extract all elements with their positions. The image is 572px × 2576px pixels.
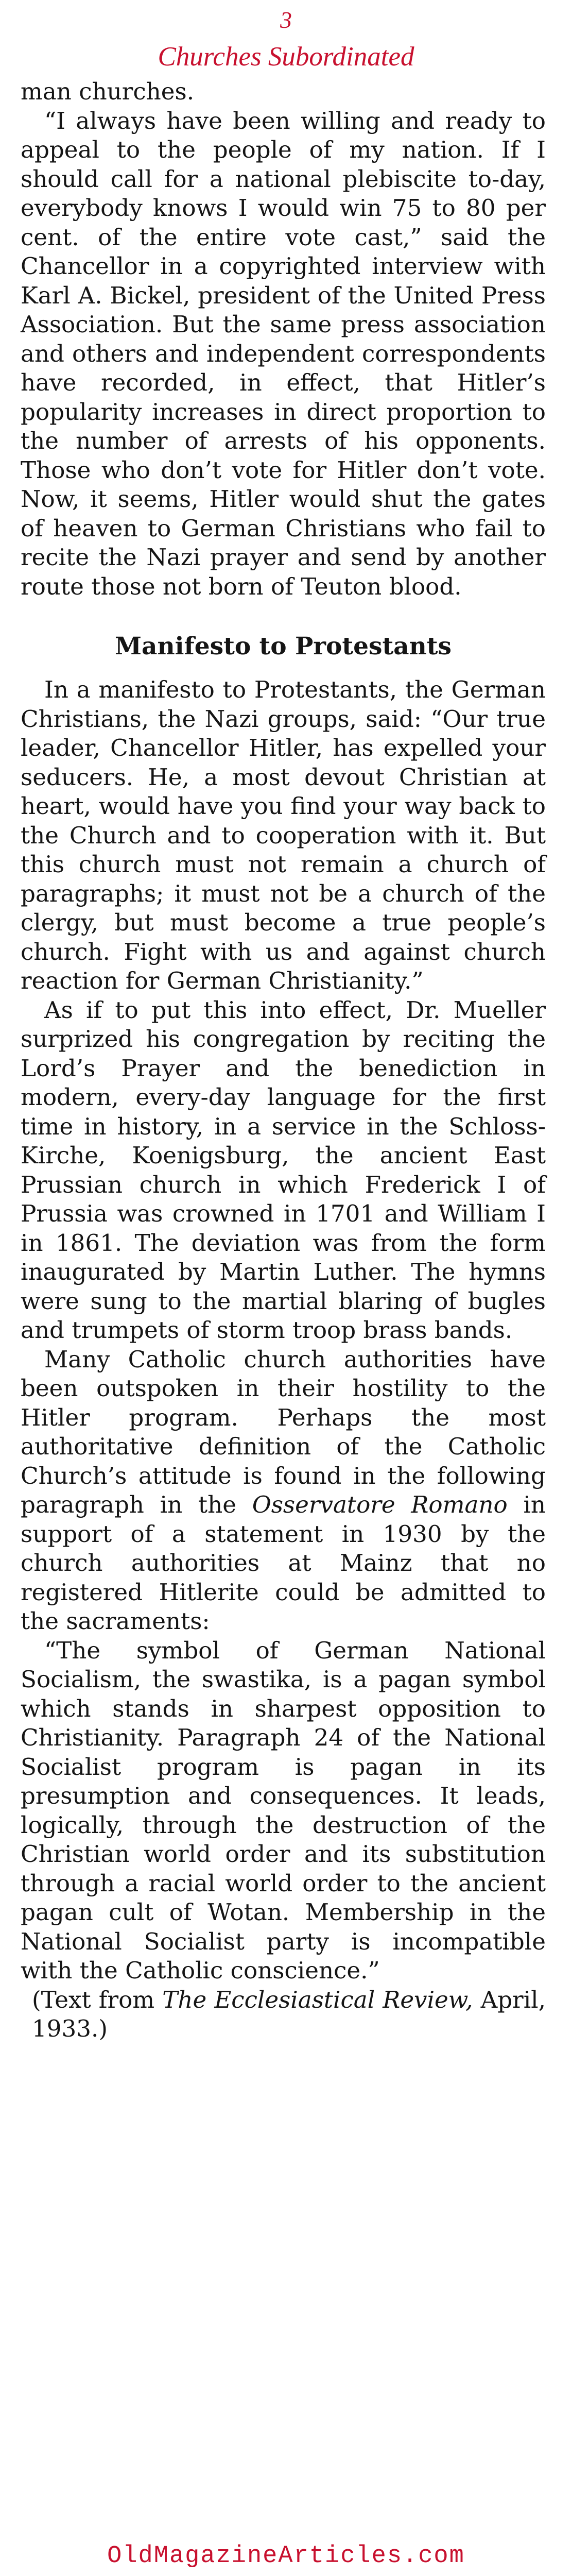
source-suffix: April, 1933.): [32, 1986, 546, 2042]
catholic-text-end: in support of a statement in 1930 by the church authorities at Mainz that no registered Hitlerite could be admitted to the sacraments:: [21, 1491, 546, 1635]
catholic-text-start: Many Catholic church authorities have been outspoken in their hostility to the Hitler program. Perhaps the most authoritative definition of the Catholic Church’s attitude is found in the following paragraph in the: [21, 1345, 546, 1518]
paragraph-continuation: man churches.: [21, 78, 195, 105]
page-number: 3: [280, 7, 292, 33]
site-watermark[interactable]: OldMagazineArticles.com: [107, 2543, 465, 2570]
article-body: [21, 77, 546, 2044]
section-heading: Manifesto to Protestants: [115, 632, 452, 660]
source-citation: [21, 1986, 546, 2044]
paragraph-manifesto: In a manifesto to Protestants, the German Christians, the Nazi groups, said: “Our true leader, Chancellor Hitler, has expelled your seducers. He, a most devout Christian at heart, would have you find your way back to the Church and to cooperation with it. But this church must not remain a church of paragraphs; it must not be a church of the clergy, but must become a true people’s church. Fight with us and against church reaction for German Christianity.”: [21, 676, 546, 994]
paragraph-mueller: As if to put this into effect, Dr. Mueller surprized his congregation by reciting the Lord’s Prayer and the benediction in modern, every-day language for the first time in history, in a service in the Schloss-Kirche, Koenigsburg, the ancient East Prussian church in which Frederick I of Prussia was crowned in 1701 and William I in 1861. The deviation was from the form inaugurated by Martin Luther. The hymns were sung to the martial blaring of bugles and trumpets of storm troop brass bands.: [21, 996, 546, 1344]
swastika-quote: “The symbol of German National Socialism, the swastika, is a pagan symbol which stands in sharpest opposition to Christianity. Paragraph 24 of the National Socialist program is pagan in its presumption and consequences. It leads, logically, through the destruction of the Christian world order and its substitution through a racial world order to the ancient pagan cult of Wotan. Membership in the National Socialist party is incompatible with the Catholic conscience.”: [21, 1636, 546, 1984]
paragraph-catholic-authorities: [21, 1345, 546, 1636]
paragraph-chancellor-interview: “I always have been willing and ready to appeal to the people of my nation. If I should call for a national plebiscite to-day, everybody knows I would win 75 to 80 per cent. of the entire vote cast,” said the Chancellor in a copyrighted interview with Karl A. Bickel, president of the United Press Association. But the same press association and others and independent correspondents have recorded, in effect, that Hitler’s popularity increases in direct proportion to the number of arrests of his opponents. Those who don’t vote for Hitler don’t vote. Now, it seems, Hitler would shut the gates of heaven to German Christians who fail to recite the Nazi prayer and send by another route those not born of Teuton blood.: [21, 107, 546, 600]
source-title: The Ecclesiastical Review,: [162, 1986, 473, 2013]
running-head: Churches Subordinated: [158, 42, 414, 72]
source-prefix: (Text from: [32, 1986, 163, 2013]
osservatore-romano-title: Osservatore Romano: [252, 1491, 508, 1518]
